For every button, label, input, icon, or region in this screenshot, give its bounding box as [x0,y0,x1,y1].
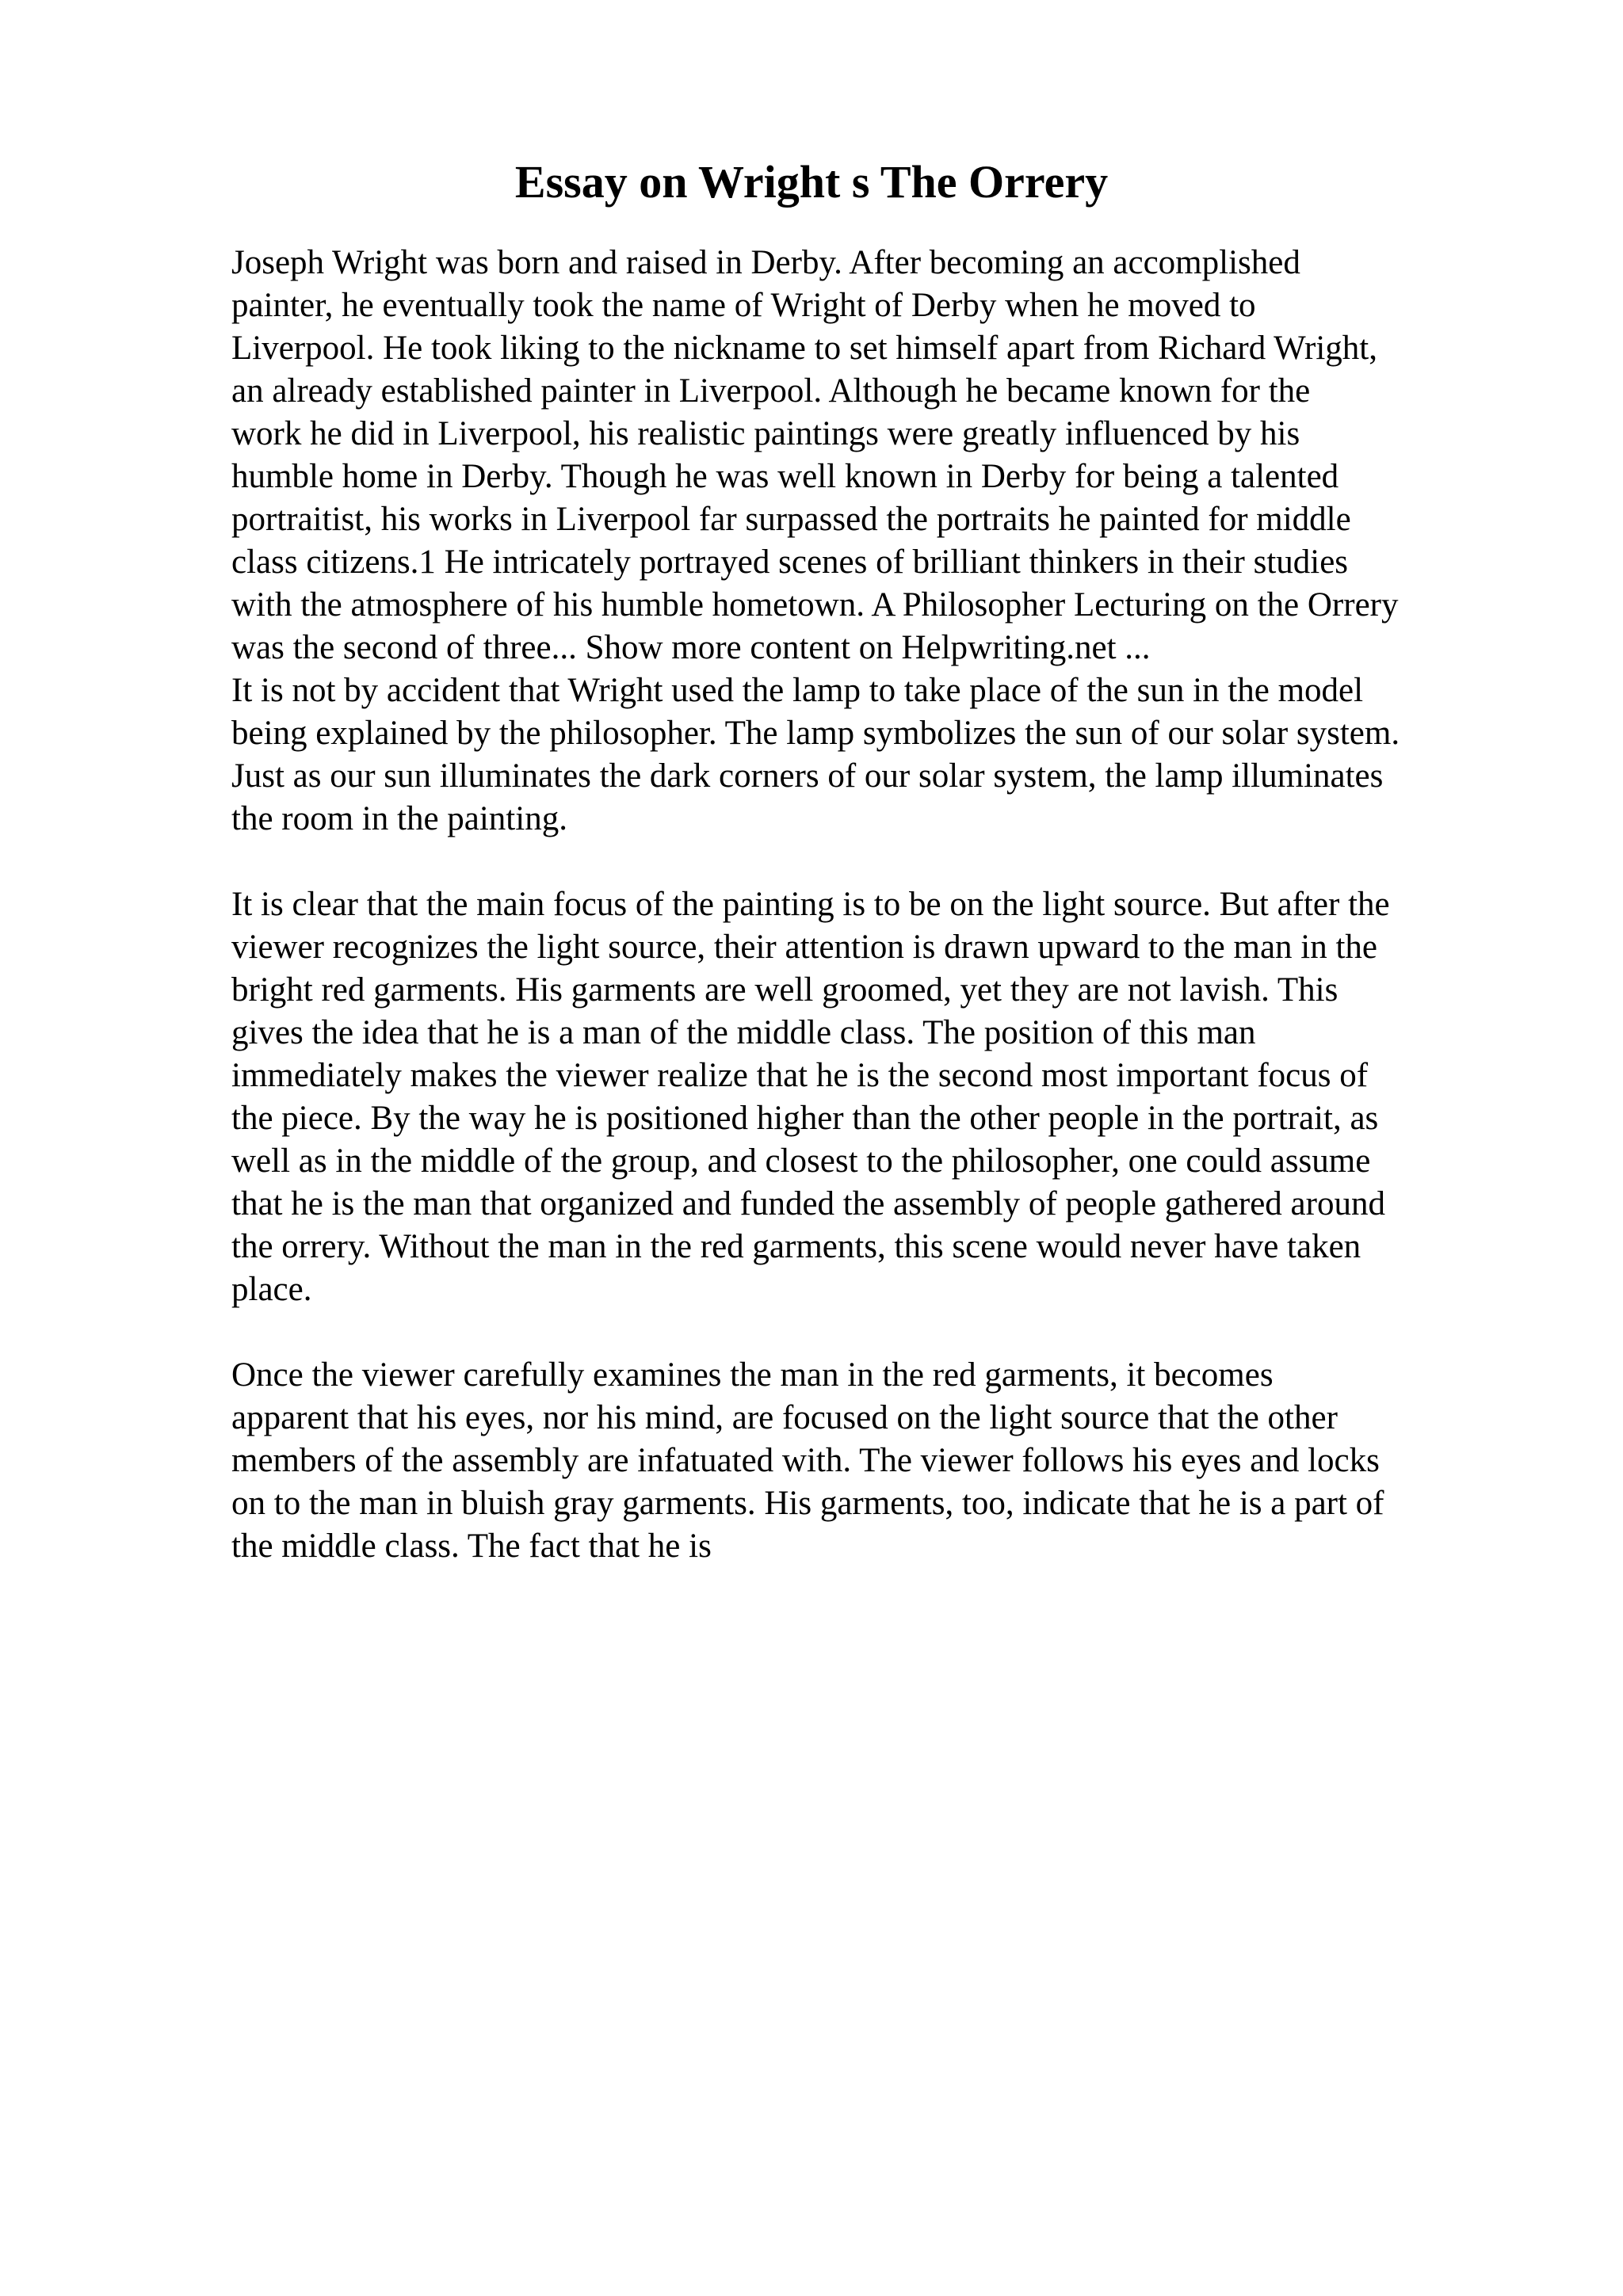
text-line: the piece. By the way he is positioned higher than the other people in the portrait, as [231,1100,1379,1137]
text-line: bright red garments. His garments are well groomed, yet they are not lavish. This [231,971,1338,1009]
text-line: place. [231,1271,312,1308]
paragraph-gap [231,1311,1515,1354]
text-line: painter, he eventually took the name of Wright of Derby when he moved to [231,287,1256,324]
essay-body [231,242,1515,1568]
text-line: Once the viewer carefully examines the man in the red garments, it becomes [231,1356,1274,1394]
text-line: the orrery. Without the man in the red garments, this scene would never have taken [231,1228,1361,1265]
text-line: portraitist, his works in Liverpool far surpassed the portraits he painted for middle [231,501,1351,538]
text-line: It is not by accident that Wright used the lamp to take place of the sun in the model [231,672,1364,709]
text-line: that he is the man that organized and funded the assembly of people gathered around [231,1185,1385,1222]
text-line: Liverpool. He took liking to the nickname to set himself apart from Richard Wright, [231,330,1378,367]
essay-title: Essay on Wright s The Orrery [514,156,1109,208]
text-line: well as in the middle of the group, and closest to the philosopher, one could assume [231,1142,1371,1180]
text-line: an already established painter in Liverpool. Although he became known for the [231,372,1311,410]
paragraph-1 [231,242,1515,669]
text-line: viewer recognizes the light source, their attention is drawn upward to the man in the [231,929,1378,966]
text-line: It is clear that the main focus of the painting is to be on the light source. But after the [231,886,1390,923]
text-line: class citizens.1 He intricately portrayed scenes of brilliant thinkers in their studies [231,543,1349,581]
paragraph-2 [231,669,1515,841]
text-line: work he did in Liverpool, his realistic paintings were greatly influenced by his [231,415,1300,452]
text-line: humble home in Derby. Though he was well known in Derby for being a talented [231,458,1339,495]
text-line: the middle class. The fact that he is [231,1527,712,1565]
text-line: on to the man in bluish gray garments. His garments, too, indicate that he is a part of [231,1485,1384,1522]
text-line: the room in the painting. [231,800,567,837]
paragraph-3 [231,883,1515,1311]
text-line: members of the assembly are infatuated with. The viewer follows his eyes and locks [231,1442,1380,1479]
text-line: with the atmosphere of his humble hometown. A Philosopher Lecturing on the Orrery [231,586,1399,624]
text-line: apparent that his eyes, nor his mind, are focused on the light source that the other [231,1399,1338,1436]
text-line: gives the idea that he is a man of the middle class. The position of this man [231,1014,1256,1051]
text-line: being explained by the philosopher. The lamp symbolizes the sun of our solar system. [231,715,1400,752]
text-line: Joseph Wright was born and raised in Derby. After becoming an accomplished [231,244,1300,281]
paragraph-gap [231,841,1515,883]
text-line: was the second of three... Show more content on Helpwriting.net ... [231,629,1151,666]
text-line: immediately makes the viewer realize that he is the second most important focus of [231,1057,1369,1094]
text-line: Just as our sun illuminates the dark corners of our solar system, the lamp illuminates [231,757,1384,795]
paragraph-4 [231,1354,1515,1568]
